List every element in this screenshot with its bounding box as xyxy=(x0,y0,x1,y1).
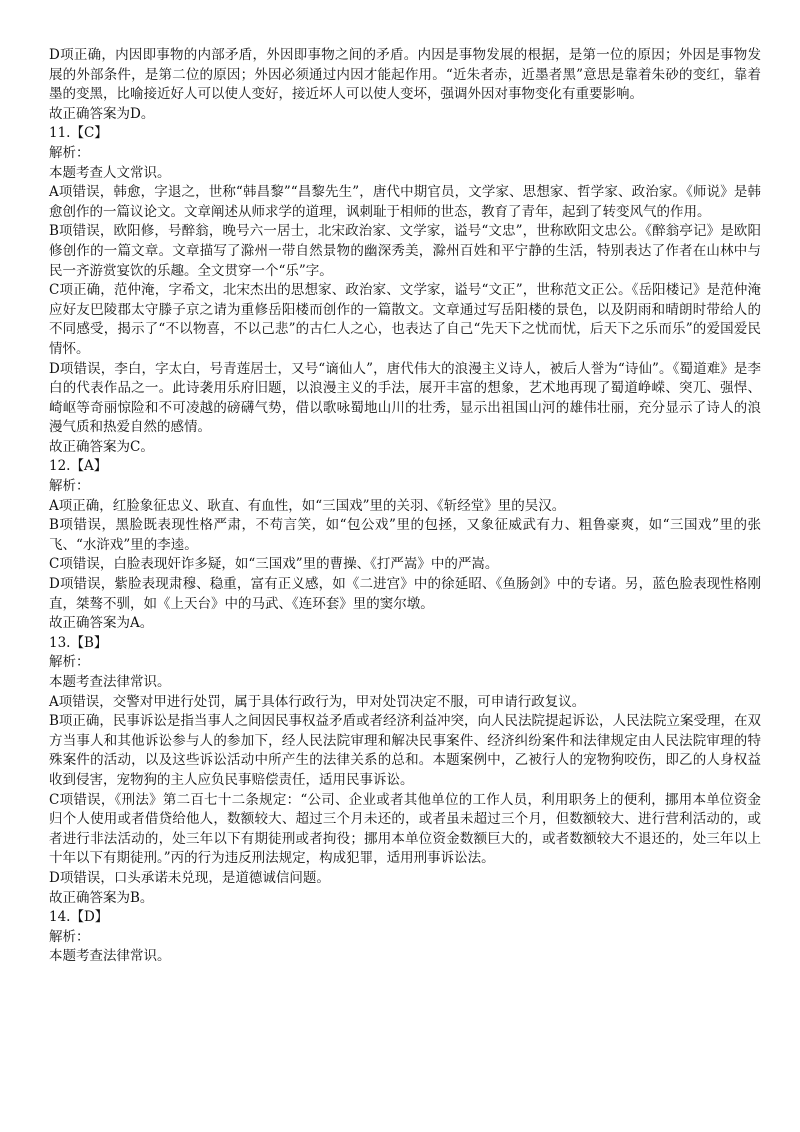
paragraph: C项正确，范仲淹，字希文，北宋杰出的思想家、政治家、文学家，谥号“文正”，世称范文正公。《岳阳楼记》是范仲淹应好友巴陵郡太守滕子京之请为重修岳阳楼而创作的一篇散文。文章通过写岳阳楼的景色，以及阴雨和晴朗时带给人的不同感受，揭示了“不以物喜，不以己悲”的古仁人之心，也表达了自己“先天下之忧而忧，后天下之乐而乐”的爱国爱民情怀。 xyxy=(49,282,761,357)
paragraph: B项错误，欧阳修，号醉翁，晚号六一居士，北宋政治家、文学家，谥号“文忠”，世称欧阳文忠公。《醉翁亭记》是欧阳修创作的一篇文章。文章描写了滁州一带自然景物的幽深秀美，滁州百姓和平宁静的生活，特别表达了作者在山林中与民一齐游赏宴饮的乐趣。全文贯穿一个“乐”字。 xyxy=(49,223,761,279)
analysis-label: 解析： xyxy=(49,928,90,945)
analysis-label: 解析： xyxy=(49,144,90,161)
question-number: 14.【D】 xyxy=(49,909,109,926)
paragraph: C项错误，白脸表现奸诈多疑，如“三国戏”里的曹操、《打严嵩》中的严嵩。 xyxy=(49,556,499,573)
paragraph: B项错误，黑脸既表现性格严肃，不苟言笑，如“包公戏”里的包拯，又象征威武有力、粗鲁豪爽，如“三国戏”里的张飞、“水浒戏”里的李逵。 xyxy=(49,517,761,553)
document-page xyxy=(49,46,761,967)
answer-line: 故正确答案为A。 xyxy=(49,615,154,632)
answer-line: 故正确答案为C。 xyxy=(49,438,154,455)
paragraph: D项错误，紫脸表现肃穆、稳重，富有正义感，如《二进宫》中的徐延昭、《鱼肠剑》中的专诸。另，蓝色脸表现性格刚直，桀骜不驯，如《上天台》中的马武、《连环套》里的窦尔墩。 xyxy=(49,576,761,612)
question-number: 13.【B】 xyxy=(49,634,108,651)
paragraph: C项错误，《刑法》第二百七十二条规定：“公司、企业或者其他单位的工作人员，利用职务上的便利，挪用本单位资金归个人使用或者借贷给他人，数额较大、超过三个月未还的，或者虽未超过三个月，但数额较大、进行营利活动的，或者进行非法活动的，处三年以下有期徒刑或者拘役；挪用本单位资金数额巨大的，或者数额较大不退还的，处三年以上十年以下有期徒刑。”丙的行为违反刑法规定，构成犯罪，适用刑事诉讼法。 xyxy=(49,791,761,867)
question-number: 11.【C】 xyxy=(49,125,108,142)
paragraph: 本题考查法律常识。 xyxy=(49,948,171,965)
paragraph: 本题考查法律常识。 xyxy=(49,674,171,690)
paragraph: D项正确，内因即事物的内部矛盾，外因即事物之间的矛盾。内因是事物发展的根据，是第一位的原因；外因是事物发展的外部条件，是第二位的原因；外因必须通过内因才能起作用。“近朱者赤，近墨者黑”意思是靠着朱砂的变红，靠着墨的变黑，比喻接近好人可以使人变好，接近坏人可以使人变坏，强调外因对事物变化有重要影响。 xyxy=(49,47,761,103)
paragraph: A项正确，红脸象征忠义、耿直、有血性，如“三国戏”里的关羽、《斩经堂》里的吴汉。 xyxy=(49,497,566,514)
question-number: 12.【A】 xyxy=(49,458,108,475)
paragraph: D项错误，口头承诺未兑现，是道德诚信问题。 xyxy=(49,869,330,886)
paragraph: B项正确，民事诉讼是指当事人之间因民事权益矛盾或者经济利益冲突，向人民法院提起诉讼，人民法院立案受理，在双方当事人和其他诉讼参与人的参加下，经人民法院审理和解决民事案件、经济纠纷案件和法律规定由人民法院审理的特殊案件的活动，以及这些诉讼活动中所产生的法律关系的总和。本题案例中，乙被行人的宠物狗咬伤，即乙的人身权益收到侵害，宠物狗的主人应负民事赔偿责任，适用民事诉讼。 xyxy=(49,713,761,788)
answer-line: 故正确答案为B。 xyxy=(49,889,154,906)
paragraph: A项错误，韩愈，字退之，世称“韩昌黎”“昌黎先生”，唐代中期官员，文学家、思想家、哲学家、政治家。《师说》是韩愈创作的一篇议论文。文章阐述从师求学的道理，讽刺耻于相师的世态，教育了青年，起到了转变风气的作用。 xyxy=(49,184,761,220)
paragraph: 本题考查人文常识。 xyxy=(49,164,171,181)
analysis-label: 解析： xyxy=(49,654,90,671)
answer-line: 故正确答案为D。 xyxy=(49,105,155,122)
analysis-label: 解析： xyxy=(49,478,90,495)
paragraph: A项错误，交警对甲进行处罚，属于具体行政行为，甲对处罚决定不服，可申请行政复议。 xyxy=(49,693,586,710)
paragraph: D项错误，李白，字太白，号青莲居士，又号“谪仙人”，唐代伟大的浪漫主义诗人，被后人誉为“诗仙”。《蜀道难》是李白的代表作品之一。此诗袭用乐府旧题，以浪漫主义的手法，展开丰富的想象，艺术地再现了蜀道峥嵘、突兀、强悍、崎岖等奇丽惊险和不可凌越的磅礴气势，借以歌咏蜀地山川的壮秀，显示出祖国山河的雄伟壮丽，充分显示了诗人的浪漫气质和热爱自然的感情。 xyxy=(49,360,761,436)
